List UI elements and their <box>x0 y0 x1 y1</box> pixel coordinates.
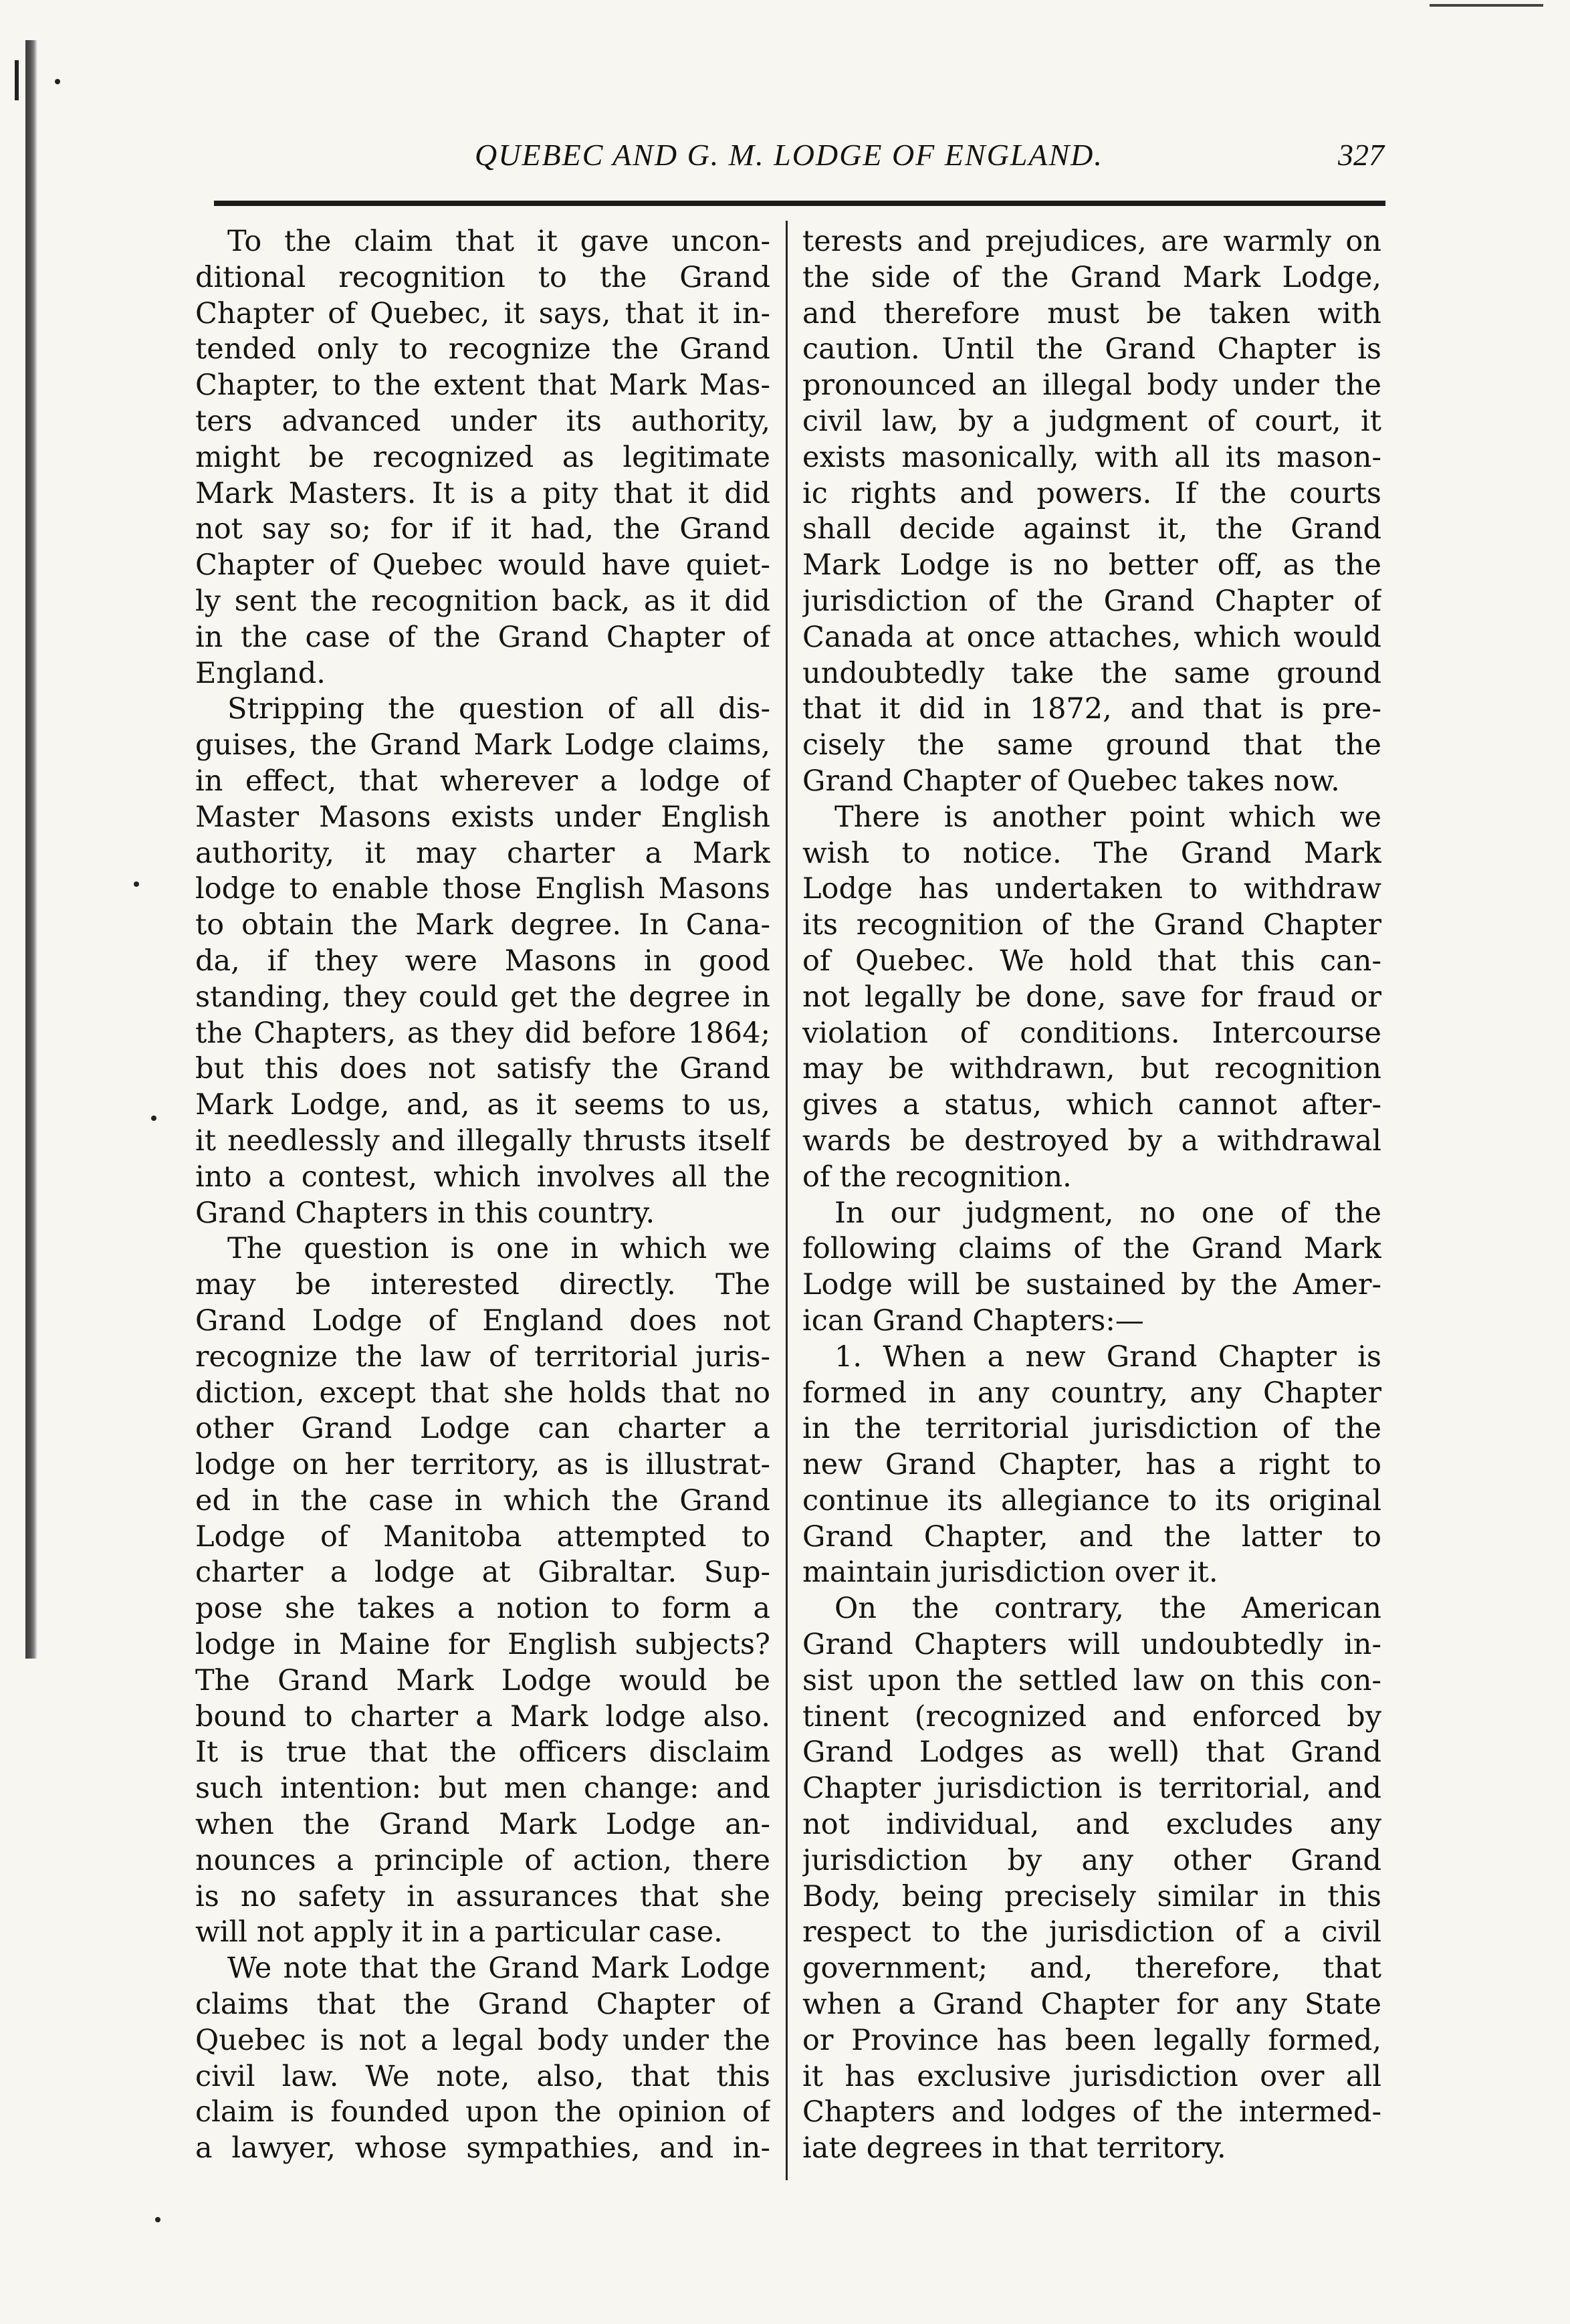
text-line: ican Grand Chapters:— <box>802 1303 1144 1338</box>
text-line: Quebec is not a legal body under the <box>195 2023 770 2057</box>
column-divider <box>786 221 788 2180</box>
text-line: Chapter, to the extent that Mark Mas- <box>195 368 770 403</box>
text-line: but this does not satisfy the Grand <box>195 1052 770 1086</box>
text-line: maintain jurisdiction over it. <box>802 1556 1218 1590</box>
text-line: the Chapters, as they did before 1864; <box>195 1016 770 1050</box>
text-line: da, if they were Masons in good <box>195 944 770 978</box>
text-line: On the contrary, the American <box>834 1592 1381 1626</box>
text-line: in the case of the Grand Chapter of <box>195 620 770 654</box>
text-line: claims that the Grand Chapter of <box>195 1988 770 2022</box>
text-line: charter a lodge at Gibraltar. Sup- <box>195 1556 770 1590</box>
speck <box>55 79 60 84</box>
text-line: authority, it may charter a Mark <box>195 836 770 870</box>
text-line: wish to notice. The Grand Mark <box>802 836 1381 870</box>
text-line: continue its allegiance to its original <box>802 1483 1381 1517</box>
text-line: Master Masons exists under English <box>195 800 770 834</box>
text-line: is no safety in assurances that she <box>195 1879 770 1913</box>
text-line: Grand Lodge of England does not <box>195 1303 770 1338</box>
text-line: To the claim that it gave uncon- <box>227 225 770 258</box>
page-header <box>207 137 1384 184</box>
text-line: Chapter of Quebec, it says, that it in- <box>195 296 770 330</box>
text-line: caution. Until the Grand Chapter is <box>802 332 1381 366</box>
running-title: QUEBEC AND G. M. LODGE OF ENGLAND. <box>475 138 1103 172</box>
text-line: respect to the jurisdiction of a civil <box>802 1915 1381 1949</box>
text-line: civil law, by a judgment of court, it <box>802 404 1381 438</box>
text-line: lodge on her territory, as is illustrat- <box>195 1448 770 1482</box>
text-line: ed in the case in which the Grand <box>195 1483 770 1517</box>
text-line: to obtain the Mark degree. In Cana- <box>195 908 770 942</box>
text-line: might be recognized as legitimate <box>195 440 770 474</box>
text-line: when a Grand Chapter for any State <box>802 1988 1381 2022</box>
text-line: new Grand Chapter, has a right to <box>802 1448 1381 1482</box>
text-line: may be withdrawn, but recognition <box>802 1052 1381 1086</box>
text-line: diction, except that she holds that no <box>195 1376 770 1410</box>
text-line: and therefore must be taken with <box>802 296 1381 330</box>
text-line: Chapter jurisdiction is territorial, and <box>802 1772 1381 1806</box>
text-line: not say so; for if it had, the Grand <box>195 512 770 546</box>
text-line: Grand Chapter of Quebec takes now. <box>802 764 1340 798</box>
speck <box>151 1116 156 1121</box>
text-line: the side of the Grand Mark Lodge, <box>802 260 1381 294</box>
text-line: The question is one in which we <box>227 1232 770 1266</box>
text-line: undoubtedly take the same ground <box>802 656 1381 690</box>
text-line: when the Grand Mark Lodge an- <box>195 1808 770 1842</box>
text-line: Grand Chapter, and the latter to <box>802 1519 1381 1554</box>
text-line: it needlessly and illegally thrusts itself <box>195 1124 770 1158</box>
text-line: Grand Chapters in this country. <box>195 1196 655 1230</box>
text-line: government; and, therefore, that <box>802 1951 1381 1986</box>
text-line: wards be destroyed by a withdrawal <box>802 1124 1381 1158</box>
text-line: such intention: but men change: and <box>195 1772 770 1806</box>
text-line: of the recognition. <box>802 1160 1072 1194</box>
text-line: shall decide against it, the Grand <box>802 512 1381 546</box>
text-line: Lodge will be sustained by the Amer- <box>802 1268 1381 1302</box>
text-line: Grand Lodges as well) that Grand <box>802 1735 1381 1770</box>
left-column <box>195 224 770 2167</box>
text-line: It is true that the officers disclaim <box>195 1735 770 1770</box>
text-line: following claims of the Grand Mark <box>802 1232 1381 1266</box>
binding-mark <box>15 60 19 100</box>
text-line: gives a status, which cannot after- <box>802 1088 1381 1122</box>
text-line: civil law. We note, also, that this <box>195 2059 770 2093</box>
text-line: The Grand Mark Lodge would be <box>195 1663 770 1697</box>
header-rule <box>214 201 1385 206</box>
text-line: other Grand Lodge can charter a <box>195 1412 770 1446</box>
text-line: There is another point which we <box>834 800 1381 834</box>
text-line: sist upon the settled law on this con- <box>802 1663 1381 1697</box>
text-line: nounces a principle of action, there <box>195 1843 770 1877</box>
text-line: England. <box>195 656 326 690</box>
scan-corner-mark <box>1430 4 1543 7</box>
text-line: ly sent the recognition back, as it did <box>195 584 770 618</box>
text-line: Chapters and lodges of the intermed- <box>802 2095 1381 2129</box>
text-line: may be interested directly. The <box>195 1268 770 1302</box>
text-line: Lodge has undertaken to withdraw <box>802 872 1381 906</box>
text-line: Chapter of Quebec would have quiet- <box>195 548 770 583</box>
text-line: in the territorial jurisdiction of the <box>802 1412 1381 1446</box>
text-line: jurisdiction by any other Grand <box>802 1843 1381 1877</box>
text-line: a lawyer, whose sympathies, and in- <box>195 2131 770 2165</box>
text-line: We note that the Grand Mark Lodge <box>227 1951 770 1986</box>
text-line: Lodge of Manitoba attempted to <box>195 1519 770 1554</box>
text-line: not individual, and excludes any <box>802 1808 1381 1842</box>
right-column <box>802 224 1381 2167</box>
text-line: iate degrees in that territory. <box>802 2131 1226 2165</box>
text-line: standing, they could get the degree in <box>195 980 770 1014</box>
text-line: formed in any country, any Chapter <box>802 1376 1381 1410</box>
text-line: In our judgment, no one of the <box>834 1196 1381 1230</box>
text-line: claim is founded upon the opinion of <box>195 2095 770 2129</box>
text-line: tended only to recognize the Grand <box>195 332 770 366</box>
speck <box>134 881 139 887</box>
text-line: ic rights and powers. If the courts <box>802 476 1381 510</box>
text-line: bound to charter a Mark lodge also. <box>195 1699 770 1733</box>
text-line: terests and prejudices, are warmly on <box>802 225 1381 258</box>
text-line: Grand Chapters will undoubtedly in- <box>802 1628 1381 1662</box>
text-line: Canada at once attaches, which would <box>802 620 1381 654</box>
speck <box>155 2217 160 2222</box>
text-line: 1. When a new Grand Chapter is <box>834 1340 1381 1374</box>
text-line: cisely the same ground that the <box>802 728 1381 762</box>
text-line: ters advanced under its authority, <box>195 404 770 438</box>
text-line: Mark Lodge is no better off, as the <box>802 548 1381 583</box>
text-line: Mark Masters. It is a pity that it did <box>195 476 770 510</box>
binding-edge <box>25 40 37 1659</box>
text-line: tinent (recognized and enforced by <box>802 1699 1381 1733</box>
text-line: Mark Lodge, and, as it seems to us, <box>195 1088 770 1122</box>
text-line: not legally be done, save for fraud or <box>802 980 1381 1014</box>
text-line: in effect, that wherever a lodge of <box>195 764 770 798</box>
text-line: it has exclusive jurisdiction over all <box>802 2059 1381 2093</box>
page-number: 327 <box>1338 138 1384 172</box>
text-line: ditional recognition to the Grand <box>195 260 770 294</box>
text-line: will not apply it in a particular case. <box>195 1915 723 1949</box>
text-line: exists masonically, with all its mason- <box>802 440 1381 474</box>
text-line: its recognition of the Grand Chapter <box>802 908 1381 942</box>
text-line: into a contest, which involves all the <box>195 1160 770 1194</box>
text-line: lodge in Maine for English subjects? <box>195 1628 770 1662</box>
text-line: pose she takes a notion to form a <box>195 1592 770 1626</box>
text-line: of Quebec. We hold that this can- <box>802 944 1381 978</box>
text-line: Stripping the question of all dis- <box>227 692 770 726</box>
text-line: that it did in 1872, and that is pre- <box>802 692 1381 726</box>
text-line: Body, being precisely similar in this <box>802 1879 1381 1913</box>
text-line: or Province has been legally formed, <box>802 2023 1381 2057</box>
text-line: jurisdiction of the Grand Chapter of <box>802 584 1381 618</box>
text-line: guises, the Grand Mark Lodge claims, <box>195 728 770 762</box>
text-line: violation of conditions. Intercourse <box>802 1016 1381 1050</box>
text-line: pronounced an illegal body under the <box>802 368 1381 403</box>
text-line: lodge to enable those English Masons <box>195 872 770 906</box>
text-line: recognize the law of territorial juris- <box>195 1340 770 1374</box>
